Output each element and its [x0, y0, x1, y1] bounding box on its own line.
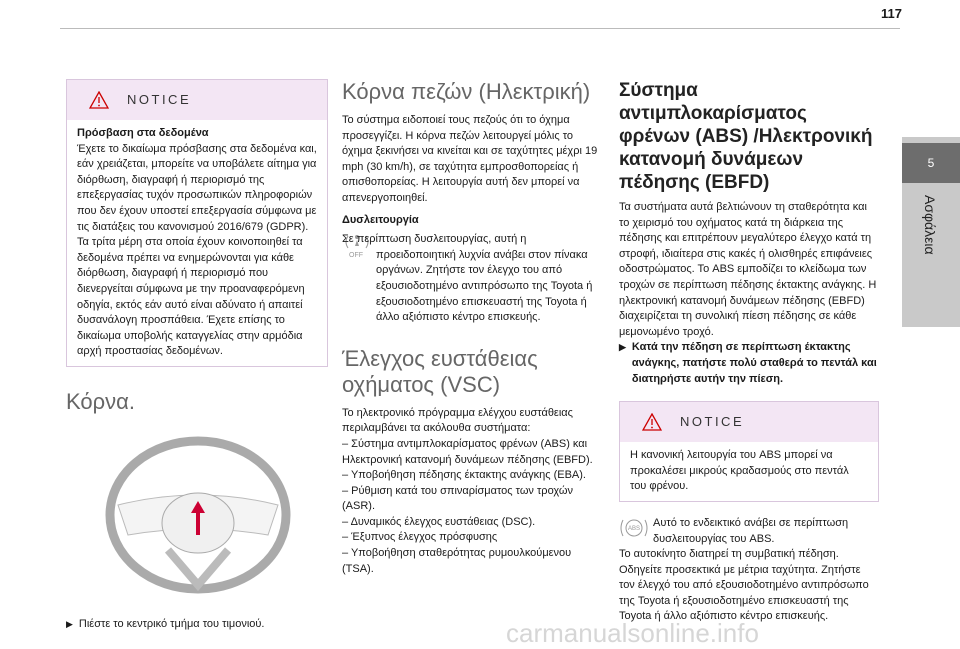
warning-icon [642, 413, 662, 431]
section-title-horn: Κόρνα. [66, 388, 135, 414]
notice-body [620, 442, 878, 501]
notice-heading: Πρόσβαση στα δεδομένα [77, 127, 209, 139]
column-3 [619, 79, 879, 625]
notice-text: Έχετε το δικαίωμα πρόσβασης στα δεδομένα και, εάν χρειάζεται, μπορείτε να υποβάλετε αίτημα για διόρθωση, διαγραφή ή περιορισμό της επεξεργασίας τυχόν προσωπικών πληροφοριών που δεν έχουν υποστεί επεξεργασία σύμφωνα με τις διατάξεις του κανονισμού 2016/679 (GDPR). Τα τρίτα μέρη στα οποία έχουν κοινοποιηθεί τα δεδομένα πρέπει να ενημερώνονται για κάθε διόρθωση, διαγραφή ή περιορισμό που διενεργείται σύμφωνα με την προαναφερόμενη οδηγία, εκτός εάν αυτό είναι αδύνατο ή απαιτεί δυσανάλογη προσπάθεια. Έχετε επίσης το δικαίωμα υποβολής καταγγελίας στην αρμόδια αρχή προστασίας δεδομένων. [77, 142, 317, 358]
notice-body [67, 120, 327, 366]
chapter-number: 5 [902, 143, 960, 183]
vsc-list [342, 437, 604, 577]
list-item: – Υποβοήθηση πέδησης έκτακτης ανάγκης (EBA). [342, 469, 586, 482]
instruction-text: Πιέστε το κεντρικό τμήμα του τιμονιού. [78, 617, 265, 630]
abs-warning-icon [619, 516, 649, 547]
abs-warning-text: Αυτό το ενδεικτικό ανάβει σε περίπτωση δυσλειτουργίας του ABS. [653, 516, 849, 545]
column-2 [342, 79, 604, 577]
warning-icon [89, 91, 109, 109]
page-number: 117 [881, 6, 902, 21]
list-item: – Έξυπνος έλεγχος πρόσφυσης [342, 531, 498, 544]
abs-notice-box [619, 401, 879, 502]
pedestrian-horn-title: Κόρνα πεζών (Ηλεκτρική) [342, 79, 591, 104]
abs-instruction [619, 340, 879, 387]
notice-box [66, 79, 328, 367]
svg-text:OFF: OFF [349, 252, 363, 259]
notice-header [620, 402, 878, 442]
vsc-intro: Το ηλεκτρονικό πρόγραμμα ελέγχου ευστάθειας περιλαμβάνει τα ακόλουθα συστήματα: [342, 406, 573, 435]
bullet-arrow-icon: ▶ [66, 618, 73, 629]
abs-instruction-text: Κατά την πέδηση σε περίπτωση έκτακτης ανάγκης, πατήστε πολύ σταθερά το πεντάλ και διατηρήστε αυτήν την πίεση. [631, 341, 877, 385]
abs-text: Τα συστήματα αυτά βελτιώνουν τη σταθερότητα και το χειρισμό του οχήματος κατά τη διάρκεια της πέδησης και επιτρέπουν μεγαλύτερο έλεγχο κατά τη στροφή, ιδιαίτερα στις κακές ή ολισθηρές επιφάνειες οδοστρώματος. Το ABS εμποδίζει το κλείδωμα των τροχών σε περίπτωση πέδησης έκτακτης ανάγκης. Η ηλεκτρονική κατανομή δυνάμεων πέδησης (EBFD) διαχειρίζεται τη συνολική πίεση πέδησης σε κάθε μεμονωμένο τροχό. [619, 201, 877, 338]
chapter-label: Ασφάλεια [922, 195, 938, 255]
vsc-title: Έλεγχος ευστάθειας οχήματος (VSC) [342, 345, 538, 397]
instruction-item [66, 617, 328, 633]
bullet-arrow-icon: ▶ [619, 342, 626, 353]
notice-header [67, 80, 327, 120]
abs-title: Σύστημα αντιμπλοκαρίσματος φρένων (ABS) /Ηλεκτρονική κατανομή δυνάμεων πέδησης (EBFD) [619, 80, 873, 193]
abs-warning-row [619, 516, 879, 547]
malfunction-heading: Δυσλειτουργία [342, 213, 419, 226]
watermark: carmanualsonline.info [506, 618, 759, 648]
list-item: – Δυναμικός έλεγχος ευστάθειας (DSC). [342, 515, 536, 528]
malfunction-row [342, 232, 604, 326]
malfunction-text: Σε περίπτωση δυσλειτουργίας, αυτή η προειδοποιητική λυχνία ανάβει στον πίνακα οργάνων. Ζητήστε τον έλεγχο του από εξουσιοδοτημένο αντιπρόσωπο της Toyota ή εξουσιοδοτημένο επισκευαστή της Toyota ή άλλο αξιόπιστο κέντρο επισκευής. [342, 233, 593, 324]
list-item: – Σύστημα αντιμπλοκαρίσματος φρένων (ABS) και Ηλεκτρονική κατανομή δυνάμεων πέδησης (EBFD). [342, 437, 593, 466]
column-1 [66, 79, 328, 633]
pedestrian-horn-intro: Το σύστημα ειδοποιεί τους πεζούς ότι το όχημα προσεγγίζει. Η κόρνα πεζών λειτουργεί μόλις το όχημα ξεκινήσει να κινείται και σε ταχύτητες μέχρι 19 mph (30 km/h), σε ταχύτητα εμπροσθοπορείας ή οπισθοπορείας. Η λειτουργία αυτή δεν μπορεί να απενεργοποιηθεί. [342, 114, 598, 204]
list-item: – Ρύθμιση κατά του σπιναρίσματος των τροχών (ASR). [342, 484, 573, 513]
notice-title: NOTICE [127, 92, 192, 108]
steering-wheel-illustration [98, 435, 298, 595]
notice-title: NOTICE [680, 414, 745, 430]
notice-text: Η κανονική λειτουργία του ABS μπορεί να προκαλέσει μικρούς κραδασμούς στο πεντάλ του φρένου. [630, 449, 849, 493]
chapter-tab [902, 137, 960, 327]
header-rule [60, 28, 900, 29]
abs-warning-text-2: Το αυτοκίνητο διατηρεί τη συμβατική πέδηση. Οδηγείτε προσεκτικά με μέτρια ταχύτητα. Ζητήστε τον έλεγχό του από εξουσιοδοτημένο αντιπρόσωπο της Toyota ή εξουσιοδοτημένο επισκευαστή της Toyota ή άλλο αξιόπιστο κέντρο επισκευής. [619, 548, 869, 623]
svg-text:ABS: ABS [628, 525, 641, 532]
list-item: – Υποβοήθηση σταθερότητας ρυμουλκούμενου (TSA). [342, 547, 572, 575]
